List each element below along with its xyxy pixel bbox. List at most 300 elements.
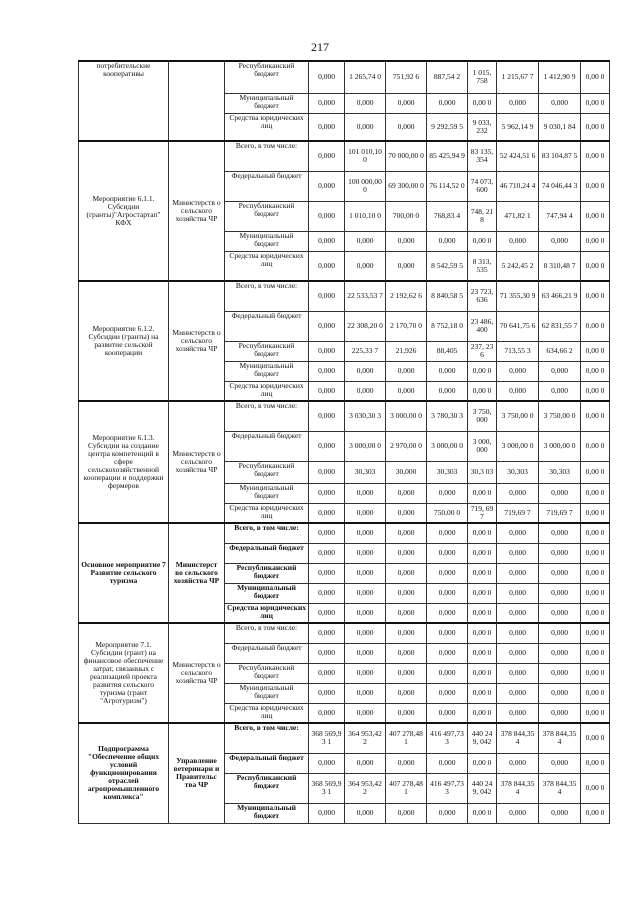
amount-cell: 0,000 [539,361,581,381]
funding-source-cell: Федеральный бюджет [225,753,309,773]
amount-cell: 0,000 [309,643,345,663]
responsible-org-cell: Министерств о сельского хозяйства ЧР [169,623,225,723]
funding-source-cell: Всего, в том числе: [225,523,309,543]
amount-cell: 0,000 [497,483,539,503]
amount-cell: 69 300,00 0 [386,171,427,201]
amount-cell: 2 970,00 0 [386,431,427,461]
amount-cell: 0,000 [497,603,539,623]
amount-cell: 3 000, 000 [468,431,497,461]
amount-cell: 0,000 [497,93,539,113]
funding-source-cell: Республиканский бюджет [225,201,309,231]
table-row [79,61,610,93]
amount-cell: 0,00 0 [581,141,610,171]
amount-cell: 0,000 [345,683,386,703]
amount-cell: 0,000 [345,583,386,603]
amount-cell: 0,000 [345,753,386,773]
funding-source-cell: Муниципальный бюджет [225,483,309,503]
amount-cell: 0,00 0 [581,643,610,663]
amount-cell: 0,00 0 [581,171,610,201]
amount-cell: 0,000 [309,623,345,643]
amount-cell: 0,000 [386,583,427,603]
amount-cell: 30,303 [345,461,386,483]
amount-cell: 0,000 [497,623,539,643]
amount-cell: 0,000 [427,361,468,381]
amount-cell: 0,000 [539,543,581,563]
amount-cell: 0,000 [345,381,386,401]
amount-cell: 237, 236 [468,341,497,361]
amount-cell: 0,00 0 [581,723,610,753]
amount-cell: 0,00 0 [468,663,497,683]
table-row [79,281,610,311]
amount-cell: 63 466,21 9 [539,281,581,311]
amount-cell: 0,000 [427,231,468,251]
amount-cell: 83 135, 354 [468,141,497,171]
amount-cell: 0,00 0 [581,803,610,823]
amount-cell: 23 486, 400 [468,311,497,341]
amount-cell: 0,00 0 [581,113,610,141]
amount-cell: 748, 218 [468,201,497,231]
measure-name-cell: Мероприятие 6.1.2. Субсидии (гранты) на развитие сельской кооперации [79,281,169,401]
amount-cell: 76 114,52 0 [427,171,468,201]
amount-cell: 0,000 [309,543,345,563]
measure-name-cell: Мероприятие 6.1.1. Субсидии (гранты)"Агростартап" КФХ [79,141,169,281]
table-row [79,723,610,753]
amount-cell: 0,00 0 [581,623,610,643]
responsible-org-cell: Министерств о сельского хозяйства ЧР [169,401,225,523]
amount-cell: 0,000 [427,583,468,603]
amount-cell: 0,000 [309,583,345,603]
budget-table [78,60,610,824]
amount-cell: 0,00 0 [581,503,610,523]
amount-cell: 30,3 03 [468,461,497,483]
amount-cell: 416 497,73 3 [427,773,468,803]
amount-cell: 21,926 [386,341,427,361]
amount-cell: 0,000 [497,753,539,773]
amount-cell: 0,000 [539,231,581,251]
table-row [79,623,610,643]
measure-name-cell: потребительские кооперативы [79,61,169,141]
amount-cell: 0,000 [386,503,427,523]
amount-cell: 0,000 [386,93,427,113]
table-row [79,141,610,171]
amount-cell: 5 962,14 9 [497,113,539,141]
amount-cell: 1 010,10 0 [345,201,386,231]
amount-cell: 0,00 0 [581,281,610,311]
amount-cell: 0,000 [386,361,427,381]
amount-cell: 634,66 2 [539,341,581,361]
amount-cell: 0,000 [309,431,345,461]
funding-source-cell: Республиканский бюджет [225,663,309,683]
amount-cell: 0,00 0 [468,703,497,723]
amount-cell: 0,000 [427,623,468,643]
amount-cell: 0,000 [345,251,386,281]
funding-source-cell: Муниципальный бюджет [225,683,309,703]
amount-cell: 0,00 0 [581,543,610,563]
amount-cell: 719, 697 [468,503,497,523]
amount-cell: 3 000,00 0 [386,401,427,431]
amount-cell: 0,00 0 [581,61,610,93]
amount-cell: 52 424,51 6 [497,141,539,171]
amount-cell: 0,000 [386,703,427,723]
amount-cell: 8 310,48 7 [539,251,581,281]
amount-cell: 5 242,45 2 [497,251,539,281]
amount-cell: 30,000 [386,461,427,483]
amount-cell: 0,000 [309,251,345,281]
amount-cell: 0,000 [309,523,345,543]
amount-cell: 74 073, 600 [468,171,497,201]
amount-cell: 83 104,87 5 [539,141,581,171]
amount-cell: 0,00 0 [468,523,497,543]
amount-cell: 0,000 [539,563,581,583]
amount-cell: 0,00 0 [468,753,497,773]
funding-source-cell: Средства юридических лиц [225,603,309,623]
amount-cell: 0,00 0 [468,563,497,583]
amount-cell: 22 533,53 7 [345,281,386,311]
responsible-org-cell: Министерств о сельского хозяйства ЧР [169,281,225,401]
amount-cell: 0,000 [309,361,345,381]
amount-cell: 0,000 [497,381,539,401]
amount-cell: 74 046,44 3 [539,171,581,201]
funding-source-cell: Муниципальный бюджет [225,231,309,251]
amount-cell: 0,00 0 [581,431,610,461]
amount-cell: 378 844,35 4 [497,773,539,803]
funding-source-cell: Федеральный бюджет [225,311,309,341]
amount-cell: 30,303 [427,461,468,483]
amount-cell: 0,000 [309,803,345,823]
amount-cell: 0,000 [427,753,468,773]
funding-source-cell: Средства юридических лиц [225,703,309,723]
amount-cell: 0,000 [386,523,427,543]
amount-cell: 0,00 0 [581,523,610,543]
amount-cell: 0,000 [497,543,539,563]
amount-cell: 0,000 [309,483,345,503]
amount-cell: 0,00 0 [581,93,610,113]
amount-cell: 0,000 [309,683,345,703]
amount-cell: 0,00 0 [581,563,610,583]
amount-cell: 0,000 [497,803,539,823]
amount-cell: 0,000 [539,603,581,623]
amount-cell: 22 308,20 0 [345,311,386,341]
amount-cell: 3 750, 000 [468,401,497,431]
amount-cell: 0,000 [497,361,539,381]
funding-source-cell: Федеральный бюджет [225,643,309,663]
amount-cell: 3 000,00 0 [427,431,468,461]
amount-cell: 407 278,48 1 [386,773,427,803]
amount-cell: 750,00 0 [427,503,468,523]
funding-source-cell: Федеральный бюджет [225,431,309,461]
amount-cell: 0,00 0 [581,311,610,341]
funding-source-cell: Средства юридических лиц [225,251,309,281]
amount-cell: 0,000 [539,583,581,603]
funding-source-cell: Средства юридических лиц [225,503,309,523]
amount-cell: 0,00 0 [581,341,610,361]
page-number: 217 [311,40,329,54]
funding-source-cell: Республиканский бюджет [225,773,309,803]
amount-cell: 0,000 [309,171,345,201]
amount-cell: 0,000 [539,483,581,503]
amount-cell: 62 831,55 7 [539,311,581,341]
amount-cell: 0,000 [386,683,427,703]
amount-cell: 8 840,58 5 [427,281,468,311]
funding-source-cell: Муниципальный бюджет [225,361,309,381]
amount-cell: 700,00 0 [386,201,427,231]
amount-cell: 0,000 [386,483,427,503]
amount-cell: 0,00 0 [468,93,497,113]
amount-cell: 0,000 [386,603,427,623]
amount-cell: 23 723, 636 [468,281,497,311]
amount-cell: 0,000 [427,803,468,823]
amount-cell: 30,303 [497,461,539,483]
amount-cell: 3 000,00 0 [539,431,581,461]
amount-cell: 0,000 [309,753,345,773]
funding-source-cell: Республиканский бюджет [225,341,309,361]
amount-cell: 0,000 [497,231,539,251]
amount-cell: 0,000 [345,803,386,823]
amount-cell: 0,000 [345,643,386,663]
amount-cell: 0,000 [497,663,539,683]
amount-cell: 0,000 [345,361,386,381]
amount-cell: 0,000 [309,401,345,431]
amount-cell: 1 265,74 0 [345,61,386,93]
amount-cell: 2 192,62 6 [386,281,427,311]
amount-cell: 440 249, 042 [468,723,497,753]
amount-cell: 0,000 [345,483,386,503]
amount-cell: 3 780,30 3 [427,401,468,431]
amount-cell: 0,000 [539,93,581,113]
amount-cell: 0,000 [497,583,539,603]
responsible-org-cell [169,61,225,141]
amount-cell: 0,00 0 [581,401,610,431]
amount-cell: 0,000 [539,803,581,823]
amount-cell: 0,000 [309,563,345,583]
amount-cell: 0,000 [386,543,427,563]
amount-cell: 471,82 1 [497,201,539,231]
amount-cell: 0,000 [427,563,468,583]
amount-cell: 3 000,00 0 [497,431,539,461]
amount-cell: 2 170,70 0 [386,311,427,341]
amount-cell: 0,00 0 [581,703,610,723]
amount-cell: 9 033, 232 [468,113,497,141]
amount-cell: 0,00 0 [468,583,497,603]
amount-cell: 0,00 0 [581,251,610,281]
amount-cell: 0,000 [309,231,345,251]
amount-cell: 364 953,42 2 [345,723,386,753]
responsible-org-cell: Министерст во сельского хозяйства ЧР [169,523,225,623]
amount-cell: 0,000 [427,663,468,683]
amount-cell: 8 542,59 5 [427,251,468,281]
table-row [79,523,610,543]
amount-cell: 0,000 [539,753,581,773]
funding-source-cell: Муниципальный бюджет [225,93,309,113]
amount-cell: 1 015, 758 [468,61,497,93]
amount-cell: 0,000 [345,663,386,683]
amount-cell: 71 355,30 9 [497,281,539,311]
funding-source-cell: Средства юридических лиц [225,113,309,141]
amount-cell: 0,00 0 [468,643,497,663]
amount-cell: 85 425,94 9 [427,141,468,171]
amount-cell: 364 953,42 2 [345,773,386,803]
funding-source-cell: Республиканский бюджет [225,563,309,583]
amount-cell: 0,000 [427,93,468,113]
amount-cell: 0,000 [309,61,345,93]
amount-cell: 719,69 7 [539,503,581,523]
amount-cell: 0,00 0 [468,623,497,643]
amount-cell: 0,000 [386,113,427,141]
amount-cell: 0,000 [427,603,468,623]
responsible-org-cell: Управление ветеринари и Правительс тва ЧР [169,723,225,823]
amount-cell: 0,000 [309,603,345,623]
amount-cell: 368 569,93 1 [309,723,345,753]
amount-cell: 0,00 0 [581,603,610,623]
amount-cell: 0,000 [427,523,468,543]
amount-cell: 0,000 [309,663,345,683]
amount-cell: 0,000 [427,483,468,503]
amount-cell: 0,000 [386,753,427,773]
amount-cell: 378 844,35 4 [497,723,539,753]
amount-cell: 0,000 [386,643,427,663]
amount-cell: 0,00 0 [581,663,610,683]
amount-cell: 0,000 [345,523,386,543]
amount-cell: 0,000 [539,663,581,683]
amount-cell: 0,000 [345,543,386,563]
amount-cell: 70 641,75 6 [497,311,539,341]
amount-cell: 0,000 [386,381,427,401]
amount-cell: 0,00 0 [581,773,610,803]
amount-cell: 0,000 [539,381,581,401]
table-row [79,401,610,431]
amount-cell: 9 030,1 84 [539,113,581,141]
amount-cell: 0,00 0 [468,803,497,823]
amount-cell: 100 000,00 0 [345,171,386,201]
amount-cell: 70 000,00 0 [386,141,427,171]
funding-source-cell: Средства юридических лиц [225,381,309,401]
amount-cell: 0,000 [309,201,345,231]
amount-cell: 0,00 0 [468,231,497,251]
funding-source-cell: Муниципальный бюджет [225,583,309,603]
amount-cell: 0,000 [345,113,386,141]
amount-cell: 0,000 [345,563,386,583]
amount-cell: 407 278,48 1 [386,723,427,753]
amount-cell: 3 030,30 3 [345,401,386,431]
amount-cell: 0,000 [539,683,581,703]
amount-cell: 0,00 0 [468,381,497,401]
amount-cell: 225,33 7 [345,341,386,361]
funding-source-cell: Всего, в том числе: [225,141,309,171]
amount-cell: 416 497,73 3 [427,723,468,753]
amount-cell: 0,000 [497,523,539,543]
amount-cell: 0,000 [427,381,468,401]
amount-cell: 713,55 3 [497,341,539,361]
amount-cell: 0,00 0 [581,683,610,703]
amount-cell: 378 844,35 4 [539,723,581,753]
amount-cell: 0,000 [427,643,468,663]
amount-cell: 0,000 [427,703,468,723]
amount-cell: 3 750,00 0 [539,401,581,431]
amount-cell: 0,000 [427,683,468,703]
funding-source-cell: Федеральный бюджет [225,171,309,201]
funding-source-cell: Всего, в том числе: [225,723,309,753]
amount-cell: 0,000 [386,563,427,583]
amount-cell: 368 569,93 1 [309,773,345,803]
amount-cell: 0,00 0 [468,543,497,563]
responsible-org-cell: Министерств о сельского хозяйства ЧР [169,141,225,281]
amount-cell: 0,000 [539,523,581,543]
amount-cell: 378 844,35 4 [539,773,581,803]
amount-cell: 3 750,00 0 [497,401,539,431]
measure-name-cell: Мероприятие 7.1. Субсидии (грант) на финансовое обеспечение затрат, связанных с реализацией проекта развития сельского туризма (грант "Агротуризм") [79,623,169,723]
amount-cell: 0,000 [386,663,427,683]
measure-name-cell: Подпрограмма "Обеспечение общих условий функционирования отраслей агропромышленного комплекса" [79,723,169,823]
amount-cell: 46 710,24 4 [497,171,539,201]
amount-cell: 747,94 4 [539,201,581,231]
amount-cell: 88,405 [427,341,468,361]
amount-cell: 0,000 [309,281,345,311]
amount-cell: 0,00 0 [581,231,610,251]
amount-cell: 0,000 [309,461,345,483]
amount-cell: 0,000 [309,113,345,141]
amount-cell: 30,303 [539,461,581,483]
amount-cell: 1 215,67 7 [497,61,539,93]
amount-cell: 0,000 [386,803,427,823]
amount-cell: 0,000 [497,683,539,703]
amount-cell: 0,000 [427,543,468,563]
funding-source-cell: Федеральный бюджет [225,543,309,563]
funding-source-cell: Муниципальный бюджет [225,803,309,823]
amount-cell: 0,000 [309,381,345,401]
amount-cell: 0,00 0 [581,201,610,231]
amount-cell: 0,000 [386,231,427,251]
amount-cell: 0,000 [386,251,427,281]
amount-cell: 0,000 [309,703,345,723]
amount-cell: 0,00 0 [581,583,610,603]
funding-source-cell: Всего, в том числе: [225,401,309,431]
amount-cell: 0,000 [345,231,386,251]
amount-cell: 0,000 [345,503,386,523]
amount-cell: 101 010,10 0 [345,141,386,171]
amount-cell: 0,000 [345,603,386,623]
amount-cell: 0,000 [539,623,581,643]
amount-cell: 719,69 7 [497,503,539,523]
amount-cell: 0,00 0 [581,483,610,503]
funding-source-cell: Всего, в том числе: [225,623,309,643]
amount-cell: 0,00 0 [581,461,610,483]
amount-cell: 0,00 0 [468,683,497,703]
amount-cell: 0,000 [497,643,539,663]
amount-cell: 0,000 [345,93,386,113]
amount-cell: 0,000 [345,623,386,643]
amount-cell: 440 249, 042 [468,773,497,803]
amount-cell: 0,000 [539,703,581,723]
funding-source-cell: Республиканский бюджет [225,461,309,483]
amount-cell: 768,83 4 [427,201,468,231]
amount-cell: 0,00 0 [468,483,497,503]
amount-cell: 0,00 0 [468,603,497,623]
amount-cell: 0,000 [386,623,427,643]
amount-cell: 0,00 0 [468,361,497,381]
amount-cell: 9 292,59 5 [427,113,468,141]
measure-name-cell: Основное мероприятие 7 Развитие сельского туризма [79,523,169,623]
measure-name-cell: Мероприятие 6.1.3. Субсидии на создание центра компетенций в сфере сельскохозяйственной кооперации и поддержки фермеров [79,401,169,523]
amount-cell: 0,00 0 [581,753,610,773]
amount-cell: 0,000 [497,563,539,583]
amount-cell: 751,92 6 [386,61,427,93]
amount-cell: 0,000 [309,503,345,523]
amount-cell: 0,000 [309,93,345,113]
funding-source-cell: Республиканский бюджет [225,61,309,93]
amount-cell: 0,00 0 [581,361,610,381]
amount-cell: 0,000 [539,643,581,663]
amount-cell: 0,000 [309,141,345,171]
